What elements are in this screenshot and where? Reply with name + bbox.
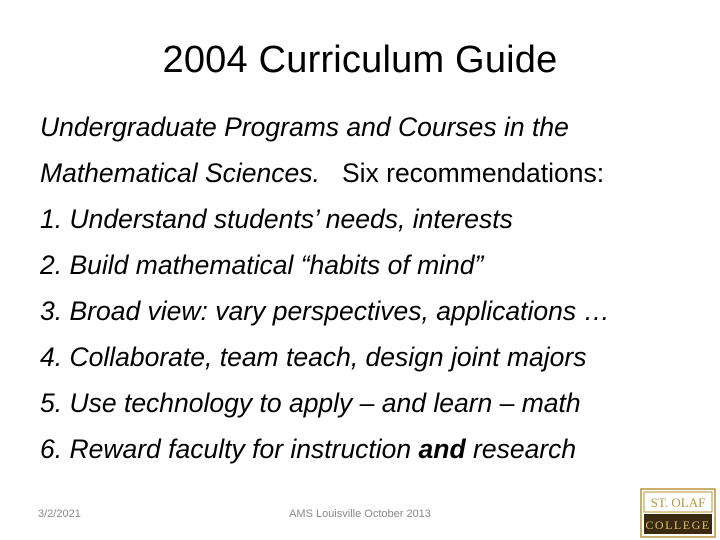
- recommendation-5: 5. Use technology to apply – and learn – math: [40, 388, 581, 418]
- recommendation-1: 1. Understand students’ needs, interests: [40, 204, 513, 234]
- footer-event: AMS Louisville October 2013: [289, 508, 431, 520]
- intro-line-1: Undergraduate Programs and Courses in the: [40, 112, 569, 142]
- recommendation-6-post: research: [465, 434, 577, 464]
- recommendation-6-pre: 6. Reward faculty for instruction: [40, 434, 419, 464]
- slide-body: [40, 104, 700, 472]
- slide-title: 2004 Curriculum Guide: [162, 39, 558, 81]
- st-olaf-college-logo: [640, 488, 716, 538]
- intro-line-2-italic: Mathematical Sciences.: [40, 158, 320, 188]
- recommendation-2: 2. Build mathematical “habits of mind”: [40, 250, 484, 280]
- logo-top-text: ST. OLAF: [650, 495, 706, 510]
- intro-line-2: [40, 150, 700, 196]
- recommendation-3: 3. Broad view: vary perspectives, applications …: [40, 296, 611, 326]
- logo-bottom-text: COLLEGE: [645, 518, 711, 532]
- intro-line-2-plain: Six recommendations:: [341, 158, 605, 188]
- recommendation-6: [40, 426, 700, 472]
- recommendation-6-bold: and: [418, 434, 466, 464]
- footer-date: 3/2/2021: [38, 508, 81, 520]
- recommendation-4: 4. Collaborate, team teach, design joint majors: [40, 342, 587, 372]
